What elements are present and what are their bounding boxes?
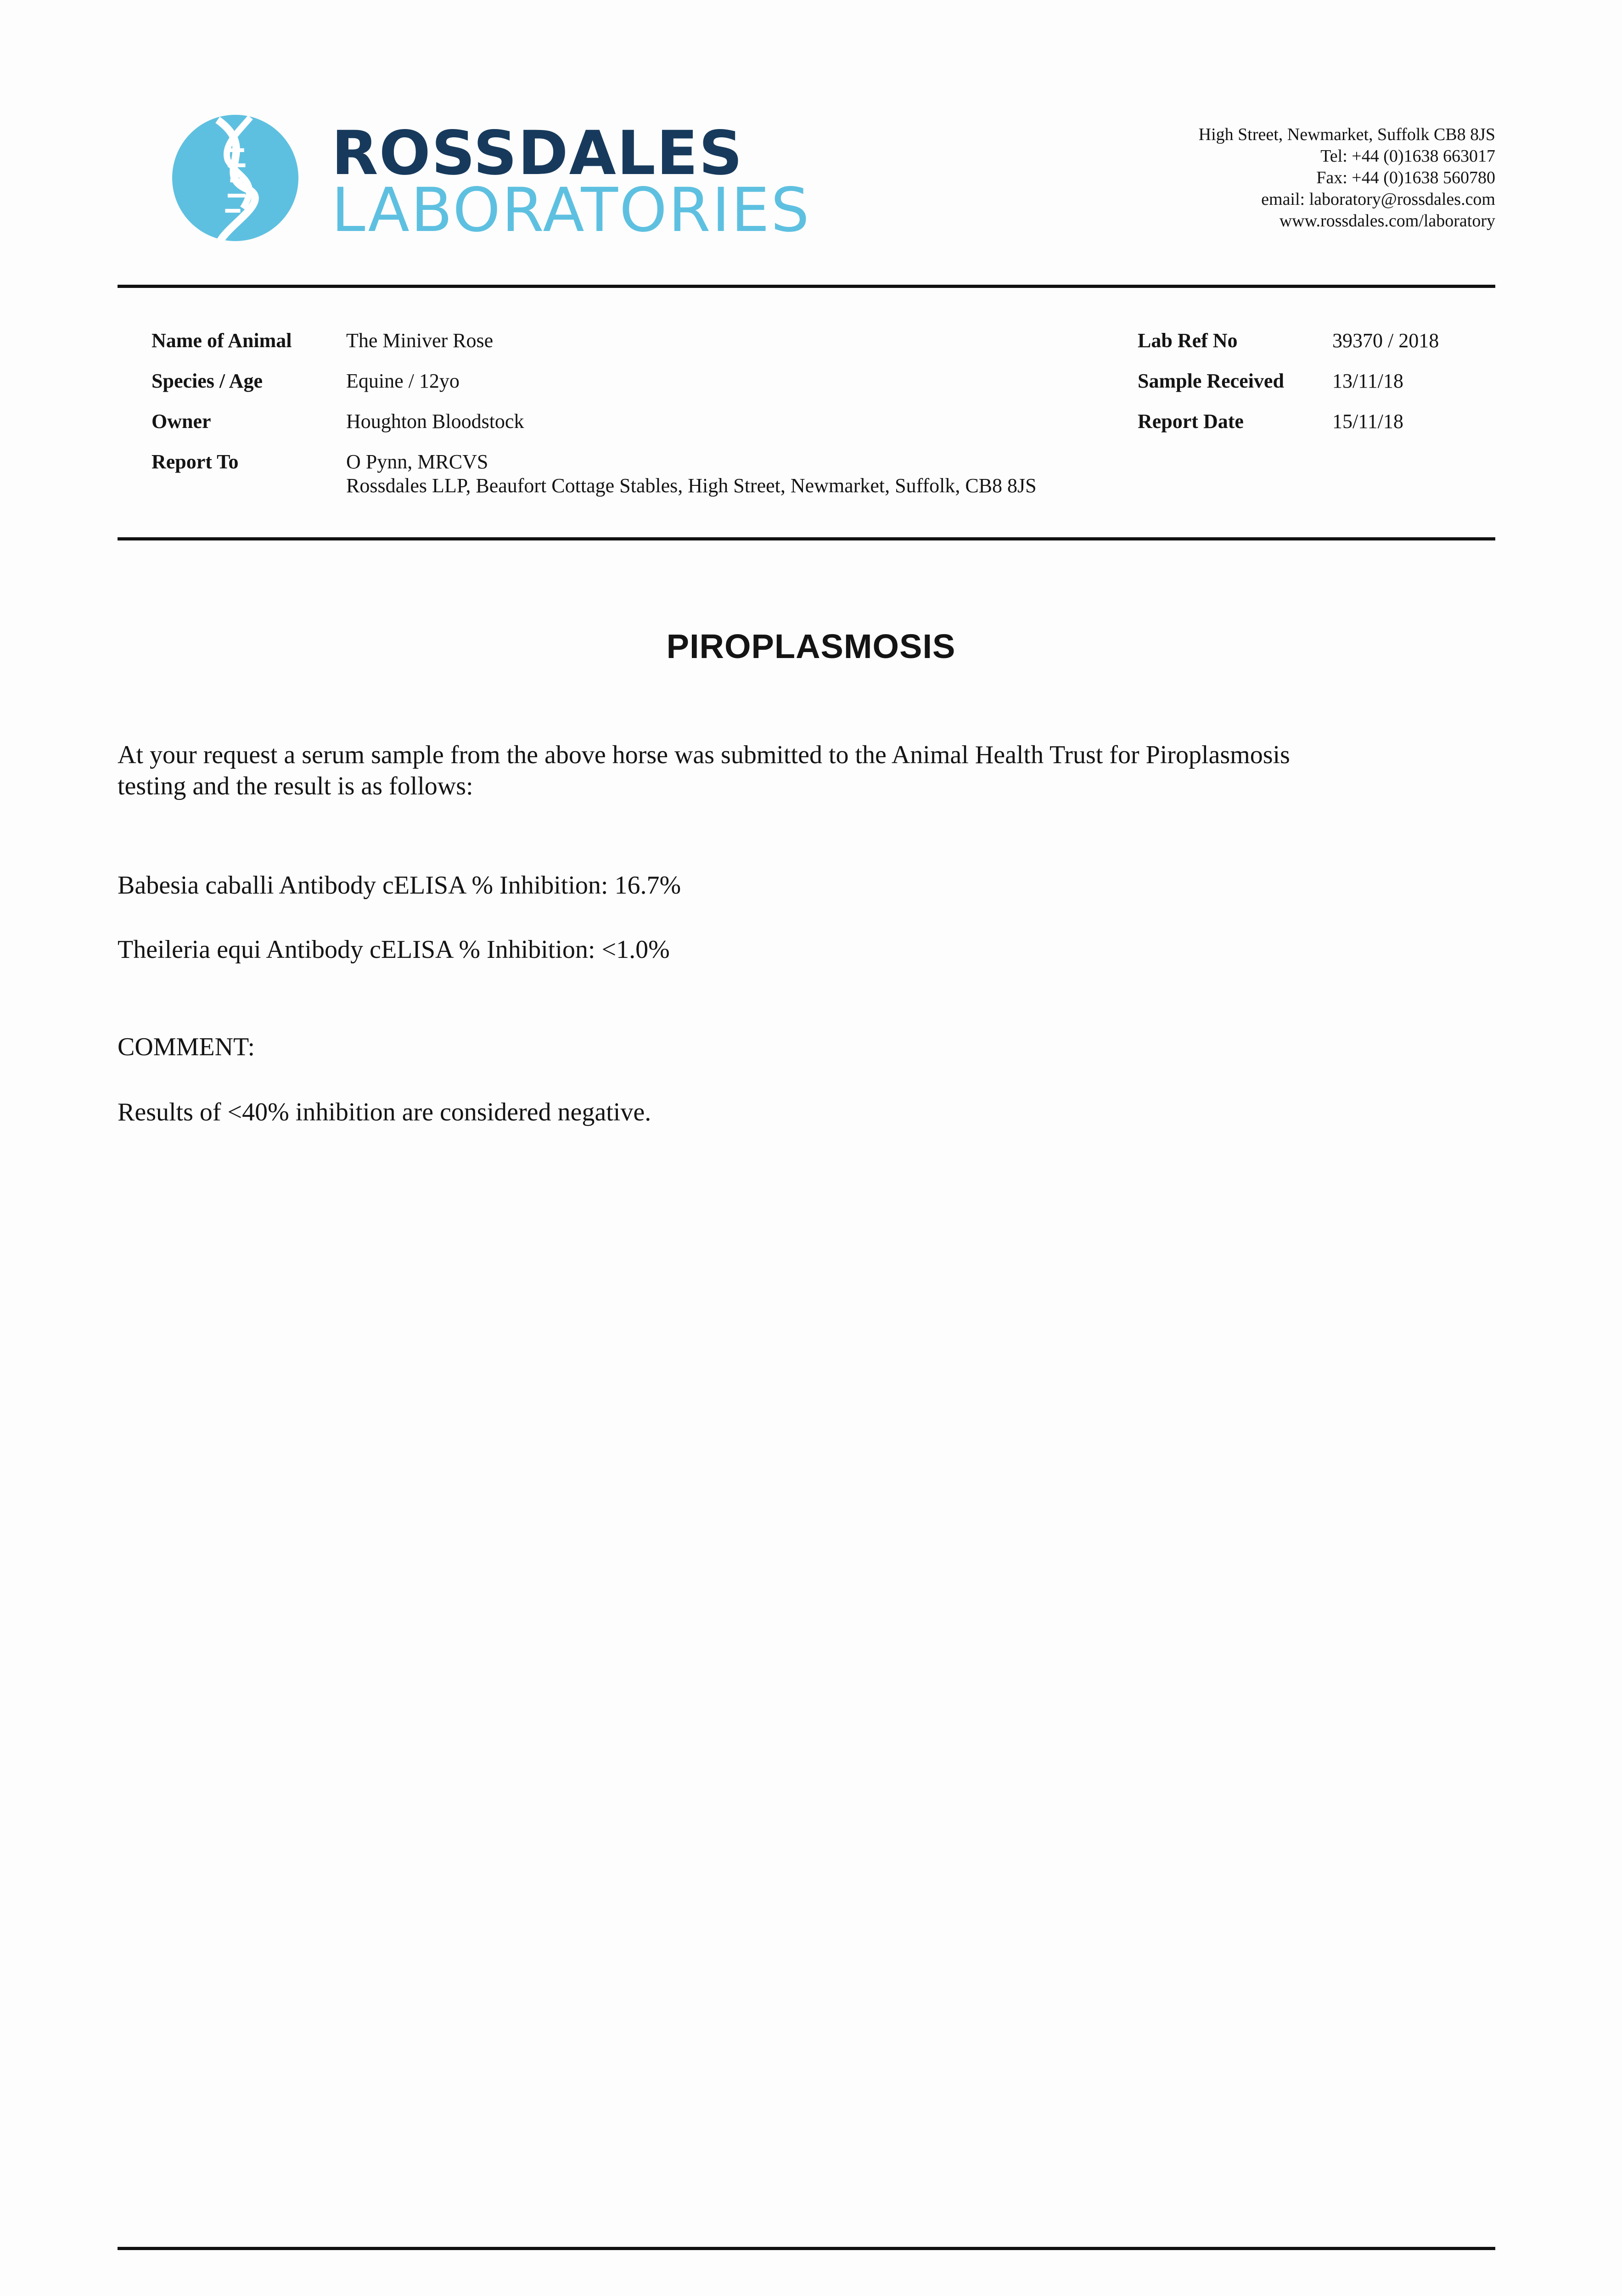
report-date-value: 15/11/18 — [1332, 410, 1403, 433]
comment-text: Results of <40% inhibition are considered negative. — [118, 1098, 651, 1126]
contact-website[interactable]: www.rossdales.com/laboratory — [1279, 211, 1495, 231]
contact-tel: Tel: +44 (0)1638 663017 — [1320, 146, 1495, 166]
comment-label: COMMENT: — [118, 1033, 255, 1061]
intro-line-2: testing and the result is as follows: — [118, 772, 473, 800]
report-to-name: O Pynn, MRCVS — [346, 450, 488, 473]
contact-address: High Street, Newmarket, Suffolk CB8 8JS — [1198, 125, 1495, 144]
name-of-animal-value: The Miniver Rose — [346, 329, 494, 352]
report-title: PIROPLASMOSIS — [666, 627, 956, 665]
sample-received-label: Sample Received — [1138, 370, 1284, 392]
result-theileria: Theileria equi Antibody cELISA % Inhibition: <1.0% — [118, 935, 670, 964]
header-divider-bottom — [118, 537, 1495, 540]
result-babesia: Babesia caballi Antibody cELISA % Inhibition: 16.7% — [118, 871, 681, 900]
brand-name-bottom: LABORATORIES — [331, 175, 811, 246]
owner-value: Houghton Bloodstock — [346, 410, 524, 433]
species-age-value: Equine / 12yo — [346, 370, 460, 392]
intro-paragraph — [118, 739, 1290, 802]
contact-fax: Fax: +44 (0)1638 560780 — [1316, 168, 1495, 187]
intro-line-1: At your request a serum sample from the above horse was submitted to the Animal Health Trust for Piroplasmosis — [118, 741, 1290, 769]
report-to-value — [346, 450, 1037, 498]
lab-ref-label: Lab Ref No — [1138, 329, 1238, 352]
report-to-address: Rossdales LLP, Beaufort Cottage Stables, High Street, Newmarket, Suffolk, CB8 8JS — [346, 474, 1037, 497]
sample-received-value: 13/11/18 — [1332, 370, 1403, 392]
contact-block — [1199, 124, 1495, 232]
header-divider-top — [118, 285, 1495, 288]
lab-ref-value: 39370 / 2018 — [1332, 329, 1439, 352]
dna-logo-icon — [172, 115, 298, 241]
contact-email[interactable]: email: laboratory@rossdales.com — [1261, 190, 1495, 209]
brand-name-top: ROSSDALES — [331, 118, 744, 189]
report-to-label: Report To — [152, 450, 239, 473]
report-date-label: Report Date — [1138, 410, 1244, 433]
name-of-animal-label: Name of Animal — [152, 329, 292, 352]
owner-label: Owner — [152, 410, 211, 433]
footer-divider — [118, 2247, 1495, 2250]
species-age-label: Species / Age — [152, 370, 263, 392]
